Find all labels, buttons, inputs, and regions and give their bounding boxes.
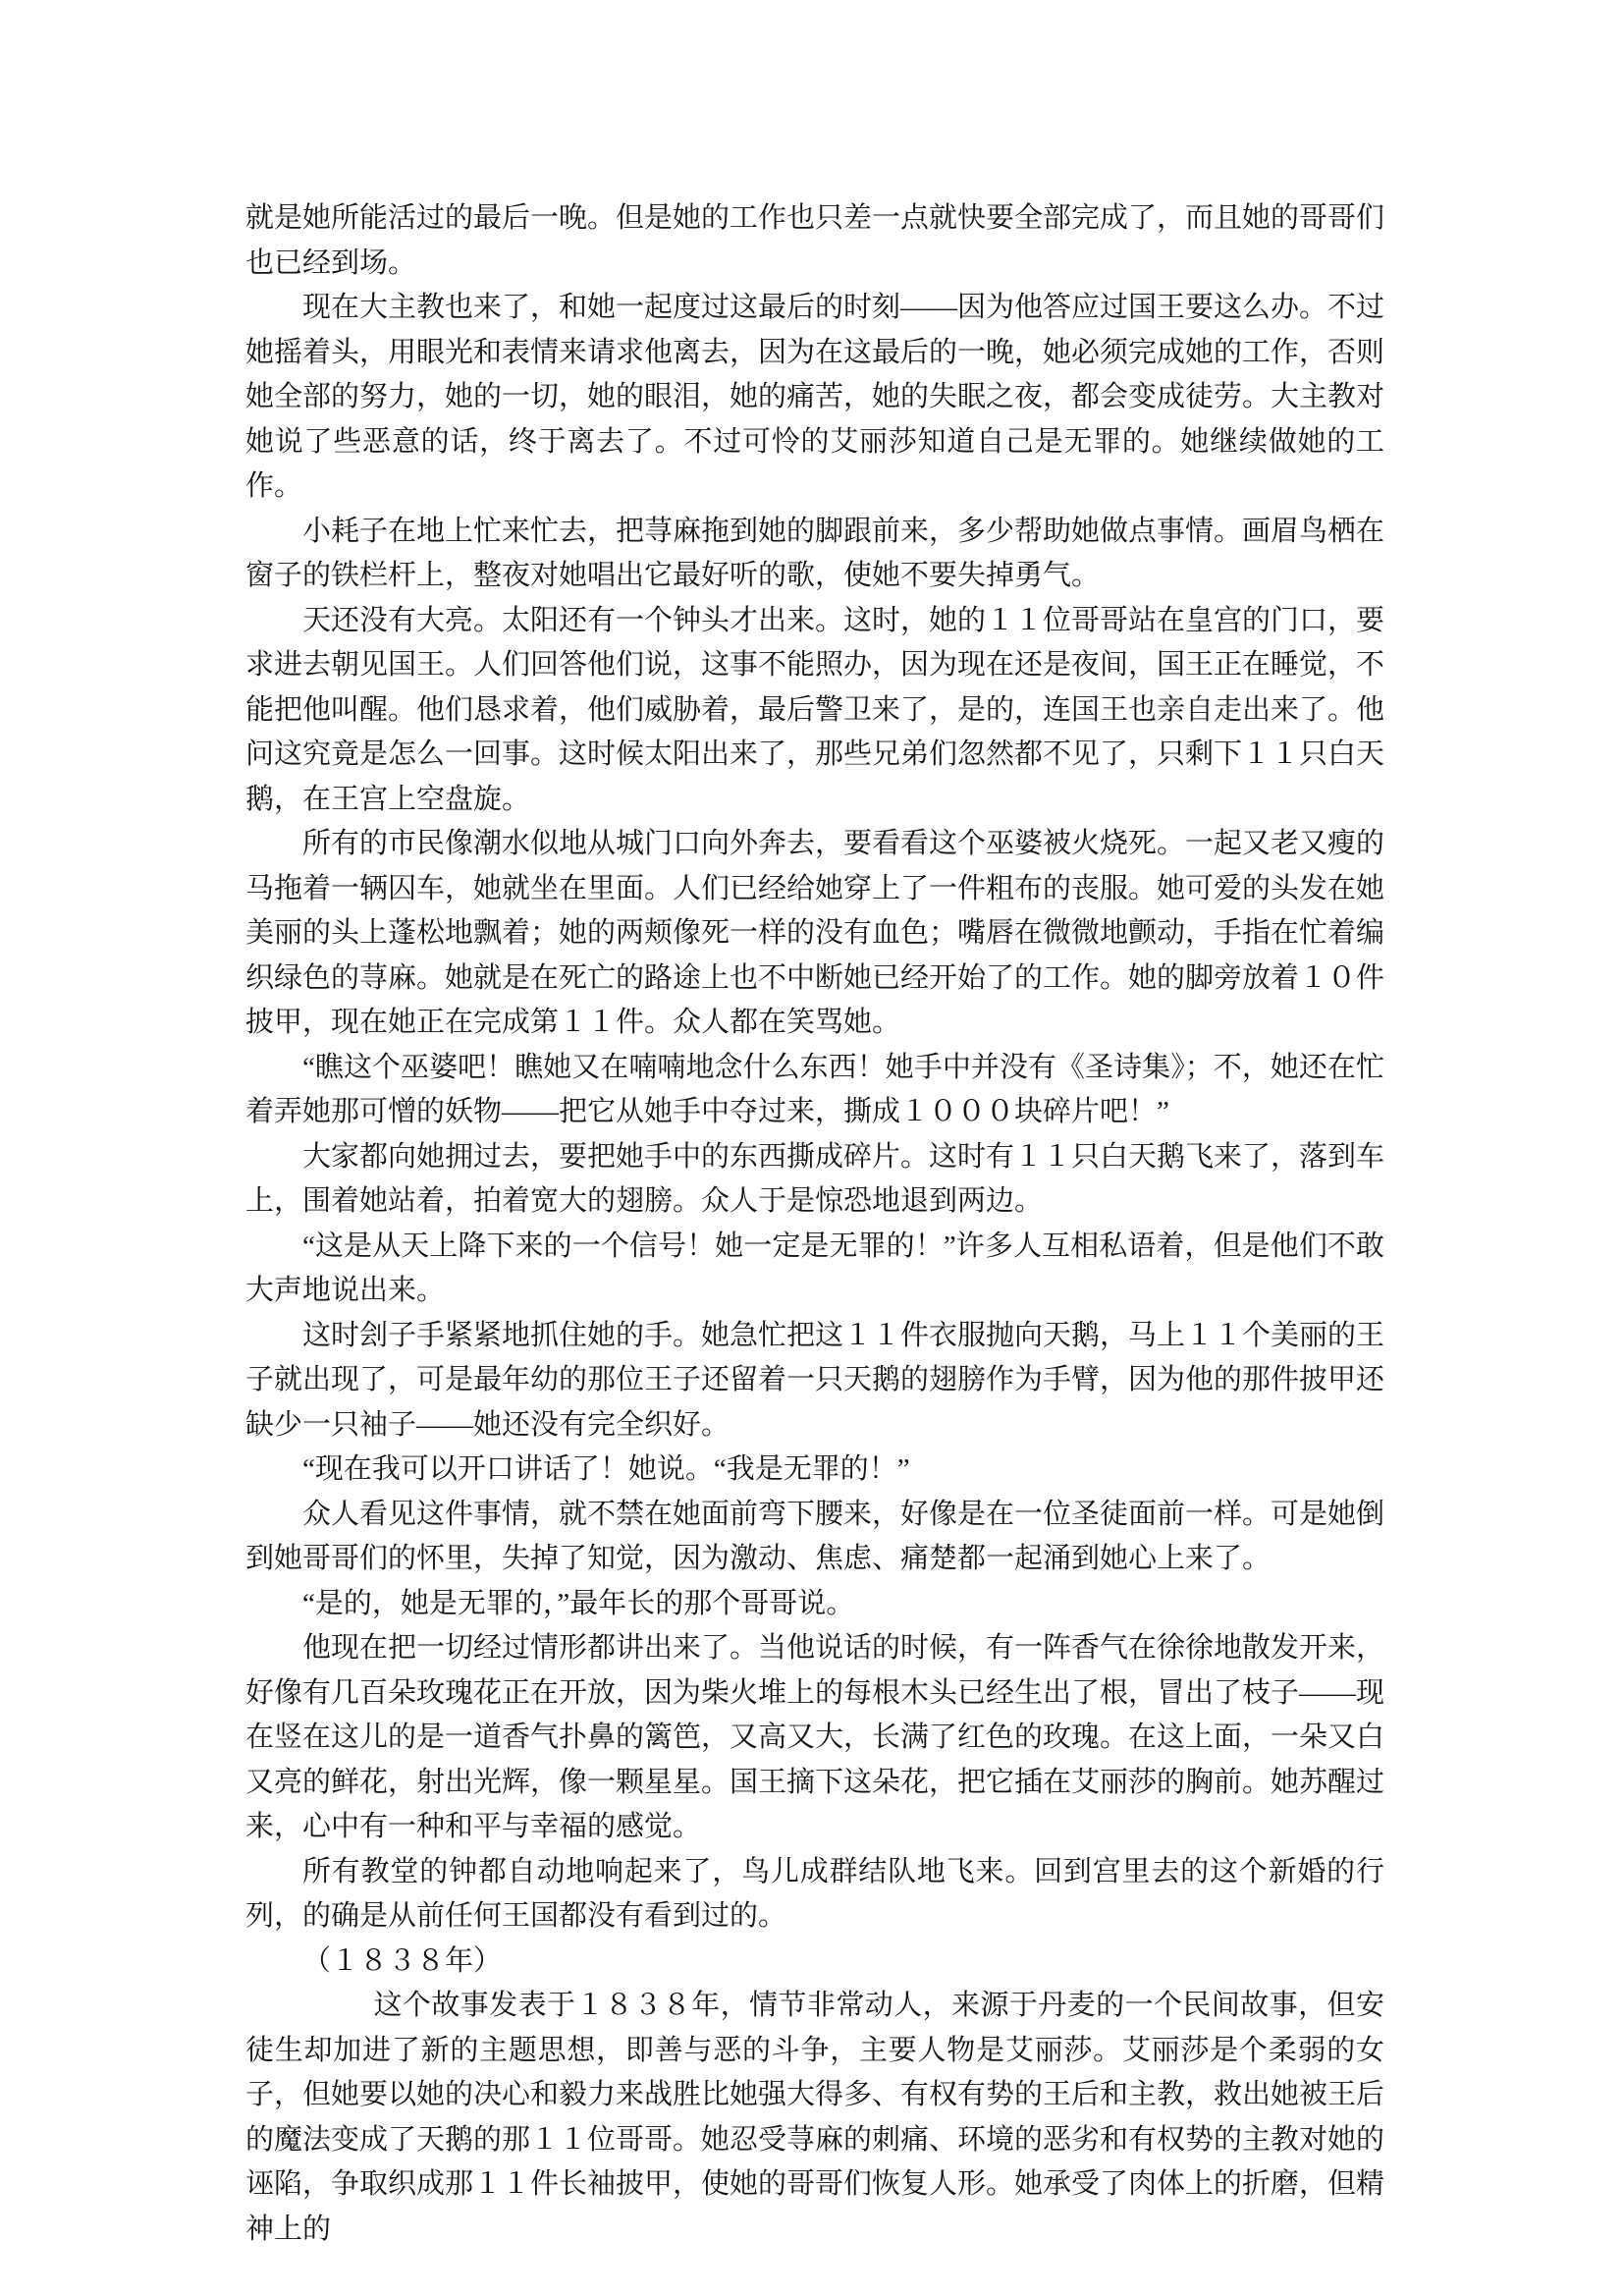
paragraph-afterword: 这个故事发表于１８３８年，情节非常动人，来源于丹麦的一个民间故事，但安徒生却加进了新的主题思想，即善与恶的斗争，主要人物是艾丽莎。艾丽莎是个柔弱的女子，但她要以她的决心和毅力来战胜比她强大得多、有权有势的王后和主教，救出她被王后的魔法变成了天鹅的那１１位哥哥。她忍受荨麻的刺痛、环境的恶劣和有权势的主教对她的诬陷，争取织成那１１件长袖披甲，使她的哥哥们恢复人形。她承受了肉体上的折磨，但精神上的 [245,1990,1385,2245]
paragraph: 所有教堂的钟都自动地响起来了，鸟儿成群结队地飞来。回到宫里去的这个新婚的行列，的确是从前任何王国都没有看到过的。 [245,1855,1384,1932]
paragraph: 就是她所能活过的最后一晚。但是她的工作也只差一点就快要全部完成了，而且她的哥哥们也已经到场。 [245,202,1385,279]
document-body-text [245,196,1384,2252]
paragraph: 天还没有大亮。太阳还有一个钟头才出来。这时，她的１１位哥哥站在皇宫的门口，要求进去朝见国王。人们回答他们说，这事不能照办，因为现在还是夜间，国王正在睡觉，不能把他叫醒。他们恳求着，他们威胁着，最后警卫来了，是的，连国王也亲自走出来了。他问这究竟是怎么一回事。这时候太阳出来了，那些兄弟们忽然都不见了，只剩下１１只白天鹅，在王宫上空盘旋。 [245,604,1385,815]
paragraph: “这是从天上降下来的一个信号！她一定是无罪的！”许多人互相私语着，但是他们不敢大声地说出来。 [245,1230,1384,1306]
paragraph: 他现在把一切经过情形都讲出来了。当他说话的时候，有一阵香气在徐徐地散发开来，好像有几百朵玫瑰花正在开放，因为柴火堆上的每根木头已经生出了根，冒出了枝子——现在竖在这儿的是一道香气扑鼻的篱笆，又高又大，长满了红色的玫瑰。在这上面，一朵又白又亮的鲜花，射出光辉，像一颗星星。国王摘下这朵花，把它插在艾丽莎的胸前。她苏醒过来，心中有一种和平与幸福的感觉。 [245,1632,1385,1842]
paragraph: “瞧这个巫婆吧！瞧她又在喃喃地念什么东西！她手中并没有《圣诗集》；不，她还在忙着弄她那可憎的妖物——把它从她手中夺过来，撕成１０００块碎片吧！” [245,1051,1384,1127]
paragraph: 大家都向她拥过去，要把她手中的东西撕成碎片。这时有１１只白天鹅飞来了，落到车上，围着她站着，拍着宽大的翅膀。众人于是惊恐地退到两边。 [245,1140,1385,1217]
paragraph-year-note: （１８３８年） [302,1944,503,1977]
paragraph: “是的，她是无罪的，”最年长的那个哥哥说。 [302,1587,855,1619]
paragraph: 众人看见这件事情，就不禁在她面前弯下腰来，好像是在一位圣徒面前一样。可是她倒到她哥哥们的怀里，失掉了知觉，因为激动、焦虑、痛楚都一起涌到她心上来了。 [245,1498,1385,1574]
paragraph: “现在我可以开口讲话了！她说。“我是无罪的！” [302,1453,910,1485]
paragraph: 所有的市民像潮水似地从城门口向外奔去，要看看这个巫婆被火烧死。一起又老又瘦的马拖着一辆囚车，她就坐在里面。人们已经给她穿上了一件粗布的丧服。她可爱的头发在她美丽的头上蓬松地飘着；她的两颊像死一样的没有血色；嘴唇在微微地颤动，手指在忙着编织绿色的荨麻。她就是在死亡的路途上也不中断她已经开始了的工作。她的脚旁放着１０件披甲，现在她正在完成第１１件。众人都在笑骂她。 [245,828,1385,1038]
paragraph: 小耗子在地上忙来忙去，把荨麻拖到她的脚跟前来，多少帮助她做点事情。画眉鸟栖在窗子的铁栏杆上，整夜对她唱出它最好听的歌，使她不要失掉勇气。 [245,515,1385,591]
paragraph: 现在大主教也来了，和她一起度过这最后的时刻——因为他答应过国王要这么办。不过她摇着头，用眼光和表情来请求他离去，因为在这最后的一晚，她必须完成她的工作，否则她全部的努力，她的一切，她的眼泪，她的痛苦，她的失眠之夜，都会变成徒劳。大主教对她说了些恶意的话，终于离去了。不过可怜的艾丽莎知道自己是无罪的。她继续做她的工作。 [245,292,1385,502]
paragraph: 这时刽子手紧紧地抓住她的手。她急忙把这１１件衣服抛向天鹅，马上１１个美丽的王子就出现了，可是最年幼的那位王子还留着一只天鹅的翅膀作为手臂，因为他的那件披甲还缺少一只袖子——她还没有完全织好。 [245,1319,1385,1441]
